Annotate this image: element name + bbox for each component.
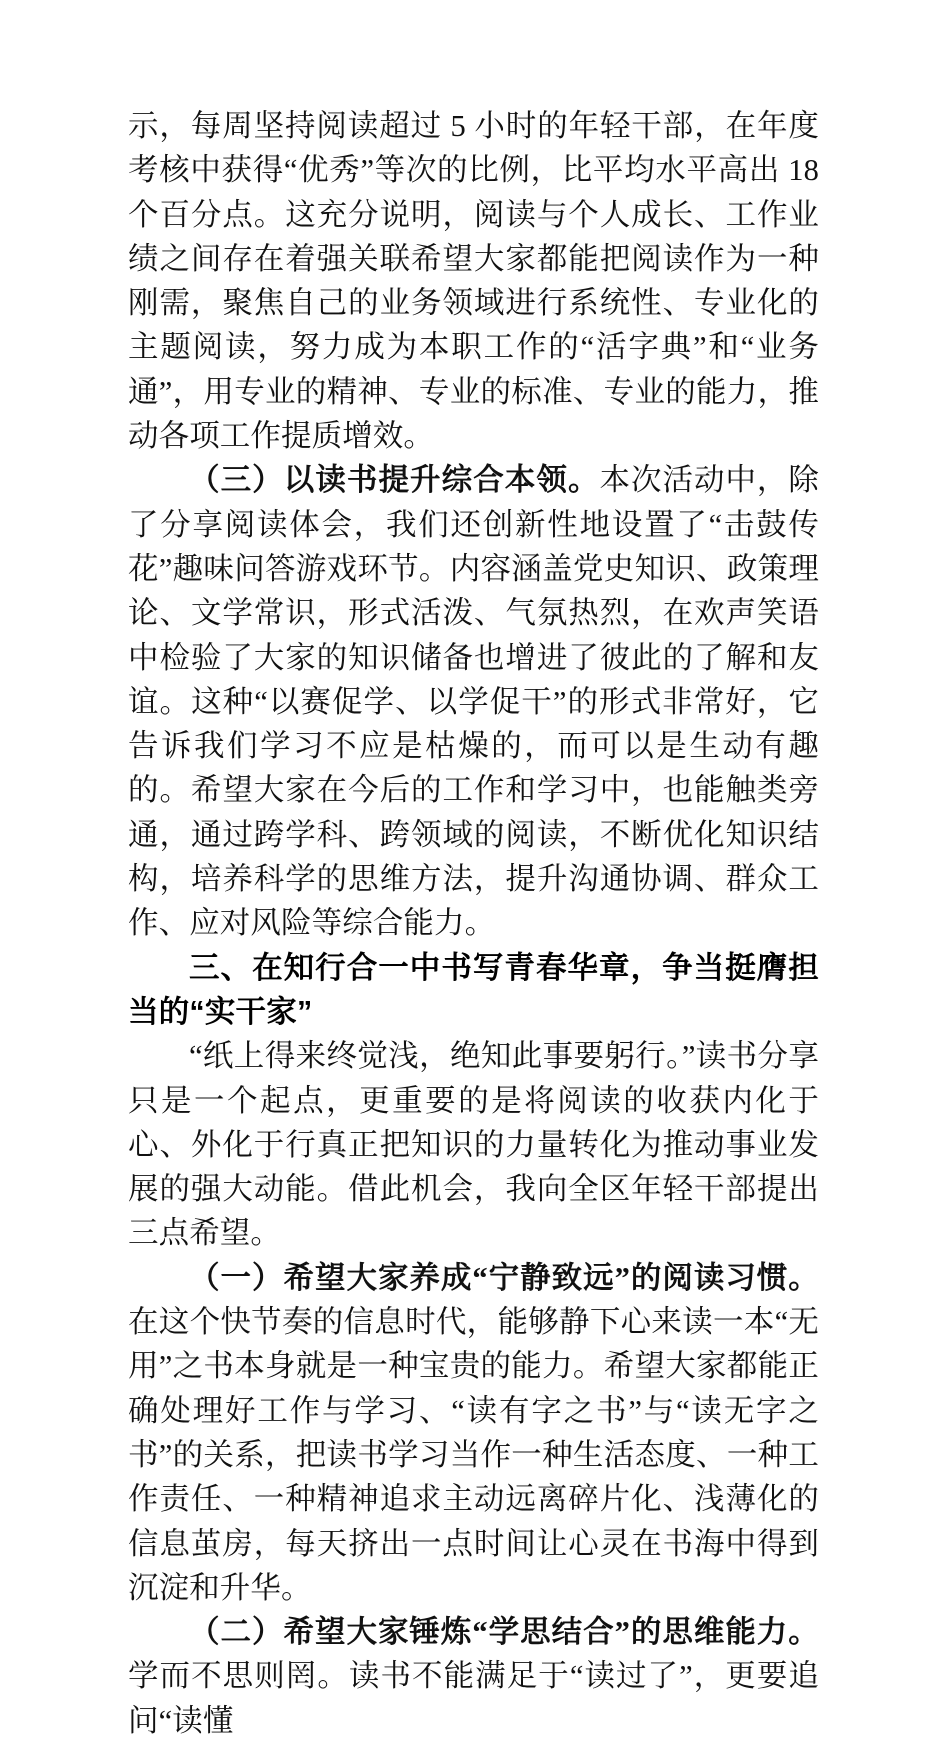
paragraph-quotation-intro bbox=[128, 1034, 819, 1255]
paragraph-section-three bbox=[128, 458, 819, 945]
paragraph-text: “纸上得来终觉浅，绝知此事要躬行。”读书分享只是一个起点，更重要的是将阅读的收获内化于心、外化于行真正把知识的力量转化为推动事业发展的强大动能。借此机会，我向全区年轻干部提出三点希望。 bbox=[128, 1039, 819, 1251]
paragraph-lead-one: （一）希望大家养成“宁静致远”的阅读习惯。 bbox=[189, 1260, 819, 1295]
section-heading-three bbox=[128, 946, 819, 1035]
paragraph-lead-two: （二）希望大家锤炼“学思结合”的思维能力。 bbox=[189, 1615, 819, 1650]
document-text-body bbox=[128, 104, 819, 1743]
paragraph-text: 学而不思则罔。读书不能满足于“读过了”，更要追问“读懂 bbox=[128, 1659, 819, 1738]
section-heading-text: 三、在知行合一中书写青春华章，争当挺膺担当的“实干家” bbox=[128, 950, 819, 1029]
paragraph-hope-two bbox=[128, 1610, 819, 1743]
paragraph-text: 在这个快节奏的信息时代，能够静下心来读一本“无用”之书本身就是一种宝贵的能力。希望大家都能正确处理好工作与学习、“读有字之书”与“读无字之书”的关系，把读书学习当作一种生活态度、一种工作责任、一种精神追求主动远离碎片化、浅薄化的信息茧房，每天挤出一点时间让心灵在书海中得到沉淀和升华。 bbox=[128, 1305, 819, 1605]
paragraph-lead-three: （三）以读书提升综合本领。 bbox=[189, 463, 600, 498]
paragraph-text: 本次活动中，除了分享阅读体会，我们还创新性地设置了“击鼓传花”趣味问答游戏环节。内容涵盖党史知识、政策理论、文学常识，形式活泼、气氛热烈，在欢声笑语中检验了大家的知识储备也增进了彼此的了解和友谊。这种“以赛促学、以学促干”的形式非常好，它告诉我们学习不应是枯燥的，而可以是生动有趣的。希望大家在今后的工作和学习中，也能触类旁通，通过跨学科、跨领域的阅读，不断优化知识结构，培养科学的思维方法，提升沟通协调、群众工作、应对风险等综合能力。 bbox=[128, 463, 820, 941]
paragraph-continuation bbox=[128, 104, 819, 458]
paragraph-hope-one bbox=[128, 1256, 819, 1610]
paragraph-text: 示，每周坚持阅读超过 5 小时的年轻干部，在年度考核中获得“优秀”等次的比例，比平均水平高出 18 个百分点。这充分说明，阅读与个人成长、工作业绩之间存在着强关联希望大家都能把阅读作为一种刚需，聚焦自己的业务领域进行系统性、专业化的主题阅读，努力成为本职工作的“活字典”和“业务通”，用专业的精神、专业的标准、专业的能力，推动各项工作提质增效。 bbox=[128, 109, 819, 454]
